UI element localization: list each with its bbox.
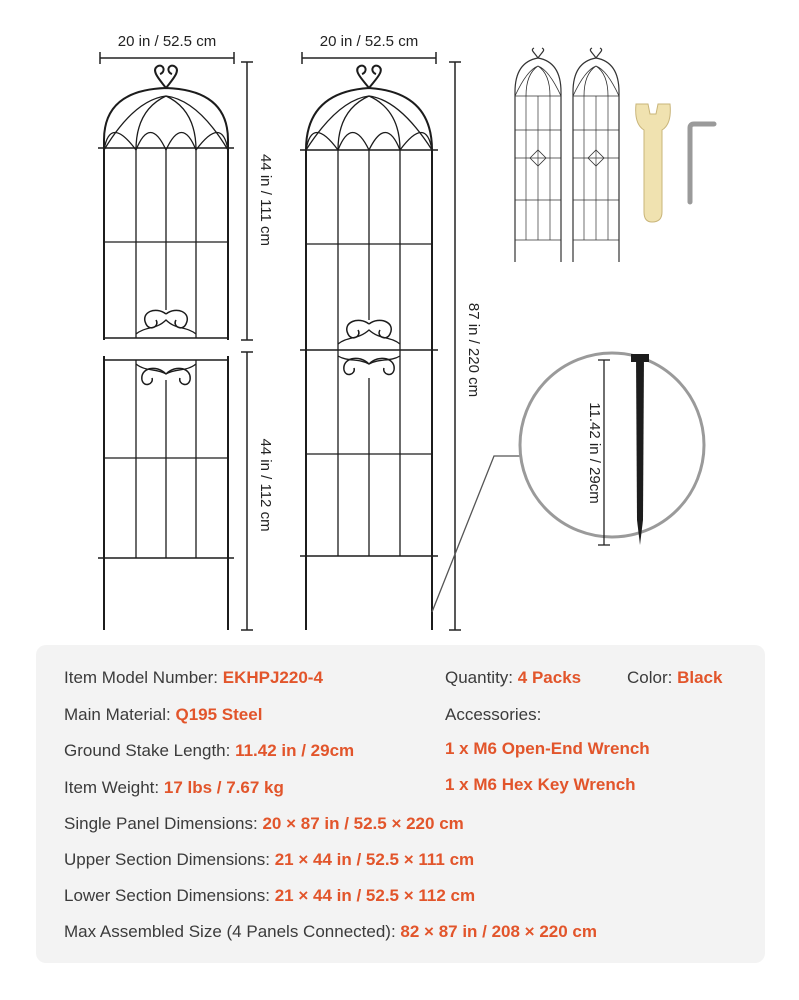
upper-height-dimension bbox=[241, 62, 253, 340]
single-panel-label: Single Panel Dimensions: bbox=[64, 814, 258, 833]
total-height-label: 87 in / 220 cm bbox=[465, 302, 482, 398]
model-value: EKHPJ220-4 bbox=[222, 668, 323, 687]
upper-section-label: Upper Section Dimensions: bbox=[64, 850, 270, 869]
hex-key-icon bbox=[690, 124, 714, 202]
quantity-value: 4 Packs bbox=[517, 668, 582, 687]
model-row bbox=[64, 668, 323, 688]
accessory-wrench: 1 x M6 Open-End Wrench bbox=[445, 739, 650, 758]
accessories-label: Accessories: bbox=[445, 705, 542, 724]
lower-section-label: Lower Section Dimensions: bbox=[64, 886, 270, 905]
single-panel-value: 20 × 87 in / 52.5 × 220 cm bbox=[262, 814, 464, 833]
color-value: Black bbox=[677, 668, 723, 687]
material-row bbox=[64, 705, 262, 725]
stake-label: Ground Stake Length: bbox=[64, 741, 231, 760]
upper-section-value: 21 × 44 in / 52.5 × 111 cm bbox=[274, 850, 475, 869]
max-size-value: 82 × 87 in / 208 × 220 cm bbox=[400, 922, 597, 941]
lower-section-panel bbox=[98, 356, 234, 630]
stake-row bbox=[64, 741, 354, 761]
lower-section-row bbox=[64, 886, 475, 906]
stake-value: 11.42 in / 29cm bbox=[235, 741, 355, 760]
material-value: Q195 Steel bbox=[175, 705, 263, 724]
panel1-width-label: 20 in / 52.5 cm bbox=[117, 33, 217, 50]
lower-height-dimension bbox=[241, 352, 253, 630]
lower-height-label: 44 in / 112 cm bbox=[257, 438, 274, 532]
model-label: Item Model Number: bbox=[64, 668, 218, 687]
max-size-row bbox=[64, 922, 597, 942]
assembled-panel bbox=[300, 66, 438, 630]
max-size-label: Max Assembled Size (4 Panels Connected): bbox=[64, 922, 396, 941]
quantity-row bbox=[445, 668, 581, 688]
lower-section-value: 21 × 44 in / 52.5 × 112 cm bbox=[274, 886, 476, 905]
open-end-wrench-icon bbox=[636, 104, 671, 222]
weight-label: Item Weight: bbox=[64, 778, 160, 797]
color-label: Color: bbox=[627, 668, 673, 687]
panel2-width-label: 20 in / 52.5 cm bbox=[319, 33, 419, 50]
stake-length-label: 11.42 in / 29cm bbox=[586, 402, 603, 504]
color-row bbox=[627, 668, 722, 688]
weight-row bbox=[64, 778, 284, 798]
single-panel-row bbox=[64, 814, 464, 834]
ground-stake-callout bbox=[520, 353, 704, 545]
panel1-width-dimension bbox=[100, 52, 234, 64]
material-label: Main Material: bbox=[64, 705, 171, 724]
accessory-hex-key: 1 x M6 Hex Key Wrench bbox=[445, 775, 636, 794]
panel2-width-dimension bbox=[302, 52, 436, 64]
weight-value: 17 lbs / 7.67 kg bbox=[163, 778, 284, 797]
specifications-panel bbox=[36, 645, 765, 963]
upper-section-row bbox=[64, 850, 474, 870]
callout-leader-line bbox=[432, 456, 520, 612]
upper-section-panel bbox=[98, 66, 234, 340]
quantity-label: Quantity: bbox=[445, 668, 514, 687]
upper-height-label: 44 in / 111 cm bbox=[257, 154, 274, 246]
thumbnail-trellis-pair bbox=[515, 48, 619, 262]
